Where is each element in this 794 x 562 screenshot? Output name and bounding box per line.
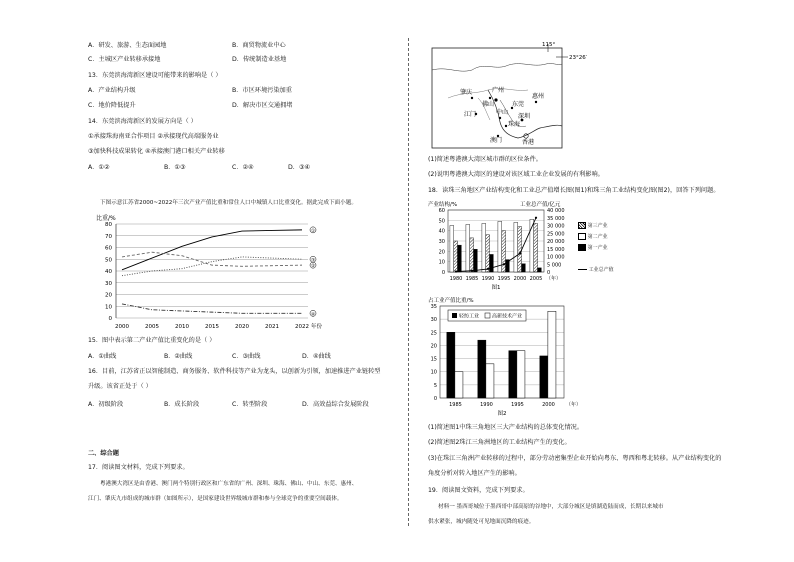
chart2-bar [482,223,486,272]
q16-option-c: C．转型阶段 [232,401,268,408]
chart3-bar [509,351,517,398]
chart1-ytick: 70 [105,233,112,240]
chart2-ytick-left: 60 [438,208,445,214]
chart2-bar [454,241,458,272]
chart3-bar [478,340,486,398]
map-latitude-label: 23°26′ [569,55,587,61]
chart1-series-label: ② [310,264,316,270]
chart3-xtick: 1995 [511,402,524,408]
q13-option-a: A．产业结构升级 [88,87,136,94]
chart2-bar [514,222,518,272]
map-city-guangzhou: 广州 [492,87,505,94]
legend-primary: 第一产业 [587,245,608,251]
map-city-shenzhen: 深圳 [518,113,531,120]
chart3-ytick: 10 [430,369,437,376]
chart2-xtick: 1985 [465,276,479,282]
chart2-bar [534,223,538,272]
chart3-bar [517,351,525,398]
chart2-ylabel-left: 产业结构/% [428,202,458,208]
q12-option-a: A．研发、旅游、生态面园地 [88,42,167,49]
q14-line-2: ③加快科技成果转化 ④承接澳门港口相关产业转移 [88,148,225,155]
chart3-ytick: 15 [430,356,437,363]
chart2-ytick-right: 15 000 [547,246,565,253]
chart3-xunit: （年） [566,402,582,408]
map-city-zhaoqing: 肇庆 [460,89,473,96]
q16-option-a: A．初级阶段 [88,401,124,408]
chart3-ytick: 25 [430,330,437,337]
chart2-output-point [471,270,473,272]
chart3-xtick: 1990 [480,402,493,408]
q14-option-b: B．①③ [164,164,186,171]
chart2-output-point [455,270,457,272]
chart2-output-point [487,268,489,270]
q17-sub-2: (2)说明粤港澳大湾区的建设对该区域工业企业发展的有利影响。 [428,171,604,178]
legend-swatch-secondary [578,233,586,240]
map-city-hongkong: 香港 [522,139,535,146]
q12-option-d: D．传统制造业基地 [232,56,287,63]
chart3-xtick: 2000 [542,402,555,408]
q15-option-c: C．③曲线 [232,353,261,360]
chart2-bar [458,245,462,272]
chart2-bar [518,227,522,272]
greater-bay-area-map [428,40,588,150]
legend-swatch-primary [578,244,586,251]
chart1-ytick: 80 [105,222,112,228]
q18-sub-1: (1)简述图1中珠三角地区三大产业结构的总体变化情况。 [428,424,584,431]
q16-option-d: D．高效益综合发展阶段 [302,401,369,408]
chart3-ylabel: 占工业产值比重/% [428,298,474,304]
q18-sub-2: (2)简述图2珠江三角洲地区的工业结构产生的变化。 [428,439,571,446]
chart1-xlabel: 年份 [311,324,323,330]
q18-stem: 18．读珠三角地区产业结构变化和工业总产值增长图(图1)和珠三角工业结构变化图(图2)，回答下列问题。 [428,187,720,194]
column-divider [408,38,409,526]
q15-option-b: B．②曲线 [164,353,193,360]
chart2-ytick-right: 30 000 [547,223,565,230]
q14-option-d: D．③④ [288,164,311,171]
chart2-ytick-left: 40 [438,228,445,235]
chart1-ytick: 30 [105,280,112,287]
chart2-ytick-left: 30 [438,239,445,245]
chart2-ytick-left: 20 [438,249,445,256]
chart2-bar [470,238,474,272]
legend-output: 工业总产值 [588,267,614,273]
q15-option-d: D．④曲线 [302,353,331,360]
legend-swatch-tertiary [578,222,586,229]
map-city-jiangmen: 江门 [464,111,477,118]
q12-option-b: B．商贸物流业中心 [232,42,286,49]
chart3-ytick: 0 [433,396,437,402]
chart2-bar [474,249,478,272]
map-city-macau: 澳门 [490,137,503,144]
chart2-bar [538,268,542,272]
chart1-xtick: 2000 [115,324,129,330]
map-city-foshan: 佛山 [482,101,495,108]
chart3-bar [486,364,494,398]
q18-sub-4: 角度分析对转入地区产生的影响。 [428,470,521,477]
chart2-ytick-right: 35 000 [547,215,565,222]
q19-material-1: 材料一 墨西哥城位于墨西哥中部高原的谷地中，大部分城区是填湖造陆而成，长期以来城市 [438,504,664,510]
chart3-legend-hitech: 高新技术产业 [492,313,523,320]
legend-tertiary: 第三产业 [587,223,608,229]
q19-stem: 19．阅读图文资料，完成下列要求。 [428,487,529,494]
q17-material-2: 江门、肇庆九市组成的城市群（如图所示），是国家建设世界级城市群和参与全球竞争的重要空间载体。 [88,496,343,502]
chart2-output-point [519,252,521,254]
q13-option-b: B．市区环境污染加重 [232,87,292,94]
chart1-series-label: ④ [310,312,316,318]
q17-material-1: 粤港澳大湾区是由香港、澳门两个特别行政区和广东省的广州、深圳、珠海、佛山、中山、东莞、惠州、 [100,481,358,487]
chart2-ytick-left: 10 [438,259,445,266]
q17-stem: 17．阅读图文材料，完成下列要求。 [88,464,189,471]
chart2-bar [450,226,454,273]
chart3-legend-swatch-light [452,313,457,318]
chart3-ytick: 35 [430,304,437,310]
chart1-series-line [122,304,302,313]
chart2-ytick-right: 0 [547,270,551,276]
map-city-zhongshan: 中山 [496,109,509,116]
q15-stem: 15．图中表示第二产业产值比重变化的是（ ） [88,337,216,344]
section-2-title: 二、综合题 [88,450,119,457]
chart2-xtick: 2005 [529,276,543,282]
chart3-bar [548,311,556,398]
chart2-ytick-left: 0 [441,270,445,276]
chart1-ytick: 20 [105,292,112,299]
chart2-ytick-right: 10 000 [547,254,565,261]
chart2-xtick: 2000 [513,276,527,282]
q13-stem: 13．东莞滨海湾新区建设可能带来的影响是（ ） [88,72,222,79]
chart1-xtick: 2020 [235,324,249,330]
map-city-dongguan: 东莞 [512,101,525,108]
q13-option-c: C．地价降低提升 [88,102,136,109]
chart1-series-label: ① [310,228,316,234]
chart3-bar [455,372,463,398]
chart3-legend-light: 轻纺工业 [459,313,480,320]
chart1-series-label: ③ [310,258,316,264]
q14-line-1: ①承接珠海南亚合作项目 ②承接现代高端服务业 [88,133,219,140]
chart2-ytick-right: 40 000 [547,208,565,214]
chart2-bar [522,264,526,272]
chart3-ytick: 30 [430,317,437,324]
q14-option-c: C．②④ [232,164,254,171]
chart1-ytick: 10 [105,304,112,311]
q13-option-d: D．解决市区交通拥堵 [232,102,293,109]
chart1-ytick: 40 [105,269,112,275]
map-city-zhuhai: 珠海 [508,121,521,128]
q17-sub-1: (1)简述粤港澳大湾区城市群的区位条件。 [428,156,542,163]
q18-sub-3: (3)在珠江三角洲产业转移的过程中，部分劳动密集型企业开始向粤东、粤西和粤北转移。从产业结构变化的 [428,455,722,462]
chart1-xtick: 2022 [295,324,309,330]
q15-option-a: A．①曲线 [88,353,117,360]
chart2-xtick: 1980 [449,276,463,282]
chart2-bar [486,235,490,272]
chart1-ytick: 60 [105,245,112,252]
q16-stem-1: 16．目前，江苏省正以智能制造、商务服务、软件科技等产业为龙头，以创新为引领，加速推进产业链转型 [88,368,381,375]
chart1-ytick: 50 [105,257,112,264]
chart3-xtick: 1985 [449,402,462,408]
chart2-ytick-right: 20 000 [547,239,565,245]
chart2-xtick: 1990 [481,276,495,282]
q16-stem-2: 升级。该省正处于（ ） [88,383,152,390]
chart2-ylabel-right: 工业总产值/亿元 [520,202,561,208]
chart3-ytick: 5 [433,382,437,389]
chart1-xtick: 2010 [175,324,189,330]
chart3-legend-swatch-hitech [485,313,490,318]
industry-share-chart [424,294,594,418]
chart2-output-point [535,217,537,219]
chart1-ytick: 0 [108,316,112,322]
chart2-xunit: （年） [546,276,562,282]
chart2-bar [502,231,506,272]
chart2-bar [466,224,470,272]
q14-option-a: A．①② [88,164,110,171]
q14-stem: 14．东莞滨海湾新区的发展方向是（ ） [88,118,197,125]
map-longitude-label: 115° [542,42,556,48]
legend-swatch-output [578,269,587,270]
map-city-huizhou: 惠州 [532,93,545,100]
chart-intro: 下图示意江苏省2000~2022年三次产业产值比重和常住人口中城镇人口比重变化。据此完成下面小题。 [100,200,357,206]
chart2-output-point [503,263,505,265]
chart1-xtick: 2005 [145,324,159,330]
chart2-ytick-left: 50 [438,218,445,225]
line-chart [86,210,336,335]
chart2-bar [498,221,502,272]
chart3-ytick: 20 [430,343,437,350]
chart2-bar [490,254,494,272]
chart2-ytick-right: 5 000 [547,262,562,269]
chart1-xtick: 2015 [205,324,219,330]
q19-material-2: 供水紧张，城内随处可见地面沉降的痕迹。 [428,519,535,525]
chart3-bar [540,356,548,398]
chart1-ylabel: 比重/% [96,215,116,222]
chart3-bar [447,332,455,398]
chart3-title: 图2 [497,411,507,417]
q16-option-b: B．成长阶段 [164,401,200,408]
legend-secondary: 第二产业 [587,234,608,240]
chart2-ytick-right: 25 000 [547,231,565,238]
chart2-title: 图1 [491,285,501,291]
q12-option-c: C．主城区产业转移承接地 [88,56,161,63]
chart1-xtick: 2021 [265,324,279,330]
chart2-xtick: 1995 [497,276,511,282]
